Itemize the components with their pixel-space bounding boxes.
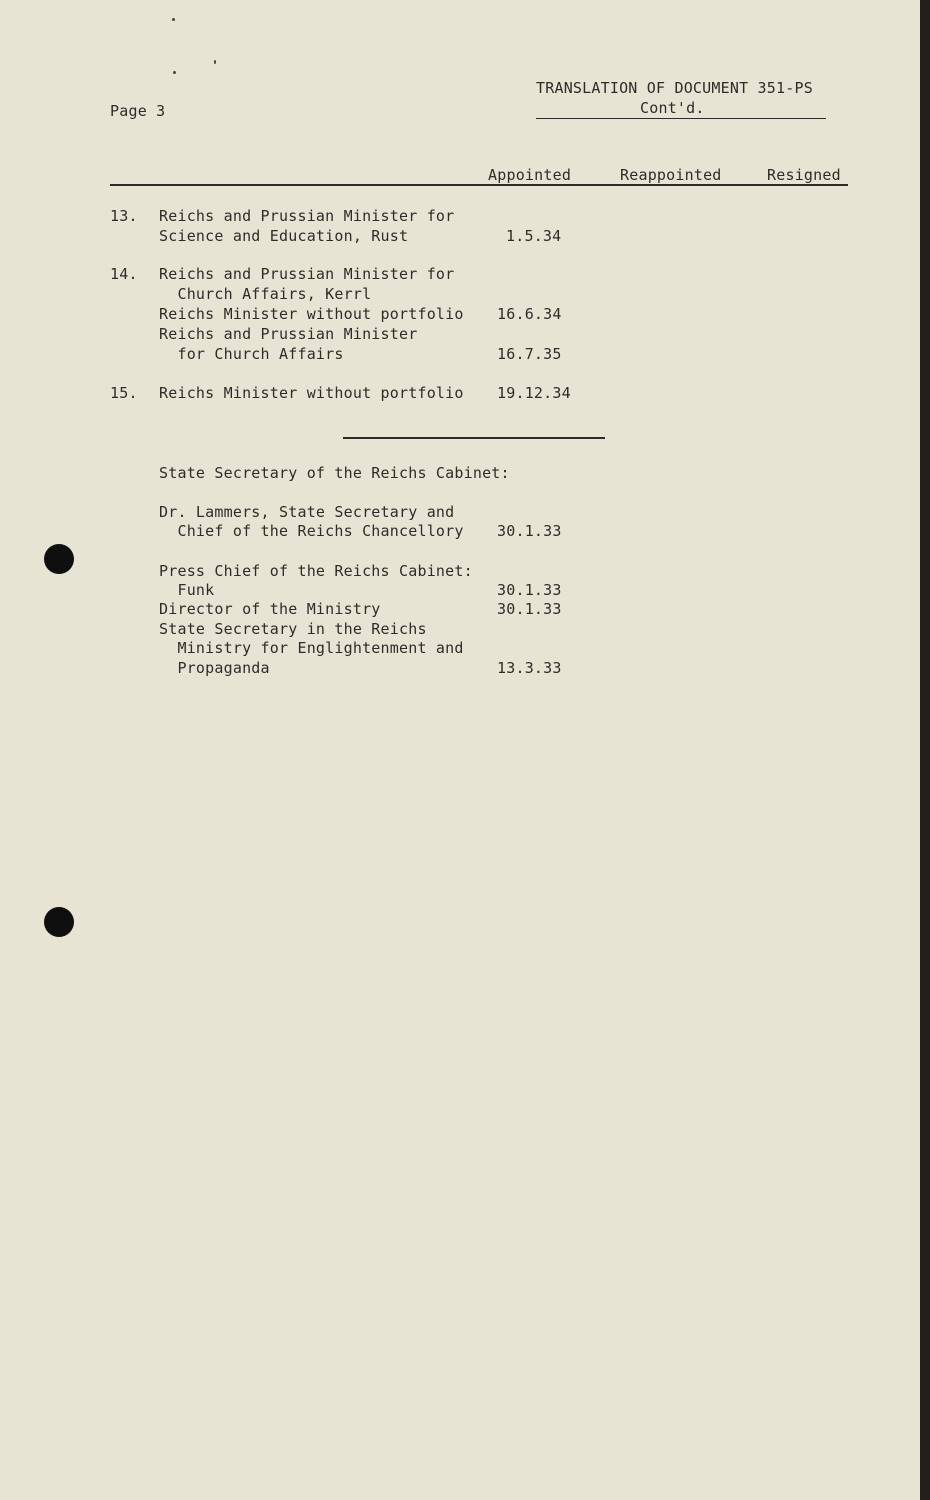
appointed-date: 19.12.34 — [497, 384, 571, 402]
title-underline — [536, 118, 826, 119]
section-title: State Secretary of the Reichs Cabinet: — [159, 464, 510, 482]
appointed-date: 30.1.33 — [497, 522, 562, 540]
entry-text-line: Reichs Minister without portfolio — [159, 384, 464, 402]
punch-hole-bottom — [44, 907, 74, 937]
section-line: Ministry for Englightenment and — [159, 639, 464, 657]
section-line: Propaganda — [159, 659, 270, 677]
entry-text-line: Reichs and Prussian Minister for — [159, 207, 455, 225]
entry-text-line: Reichs and Prussian Minister for — [159, 265, 455, 283]
section-line: Director of the Ministry — [159, 600, 381, 618]
appointed-date: 30.1.33 — [497, 581, 562, 599]
scan-speck — [172, 18, 175, 21]
column-reappointed: Reappointed — [620, 166, 722, 184]
page-label: Page 3 — [110, 102, 166, 120]
section-line: State Secretary in the Reichs — [159, 620, 427, 638]
entry-text-line: Reichs and Prussian Minister — [159, 325, 418, 343]
entry-text-line: Reichs Minister without portfolio — [159, 305, 464, 323]
column-appointed: Appointed — [488, 166, 572, 184]
appointed-date: 13.3.33 — [497, 659, 562, 677]
entry-text-line: for Church Affairs — [159, 345, 344, 363]
column-header-rule — [110, 184, 848, 186]
punch-hole-top — [44, 544, 74, 574]
section-line: Dr. Lammers, State Secretary and — [159, 503, 455, 521]
appointed-date: 1.5.34 — [506, 227, 562, 245]
entry-number: 13. — [110, 207, 138, 225]
appointed-date: 30.1.33 — [497, 600, 562, 618]
entry-number: 14. — [110, 265, 138, 283]
scan-edge — [920, 0, 930, 1500]
section-line: Chief of the Reichs Chancellory — [159, 522, 464, 540]
scan-speck — [173, 71, 176, 74]
document-continued: Cont'd. — [640, 99, 705, 117]
entry-text-line: Science and Education, Rust — [159, 227, 409, 245]
appointed-date: 16.6.34 — [497, 305, 562, 323]
document-title: TRANSLATION OF DOCUMENT 351-PS — [536, 79, 813, 97]
scan-speck — [214, 60, 216, 64]
entry-text-line: Church Affairs, Kerrl — [159, 285, 372, 303]
column-resigned: Resigned — [767, 166, 841, 184]
section-line: Press Chief of the Reichs Cabinet: — [159, 562, 473, 580]
section-line: Funk — [159, 581, 215, 599]
entry-number: 15. — [110, 384, 138, 402]
section-divider — [343, 437, 605, 439]
appointed-date: 16.7.35 — [497, 345, 562, 363]
